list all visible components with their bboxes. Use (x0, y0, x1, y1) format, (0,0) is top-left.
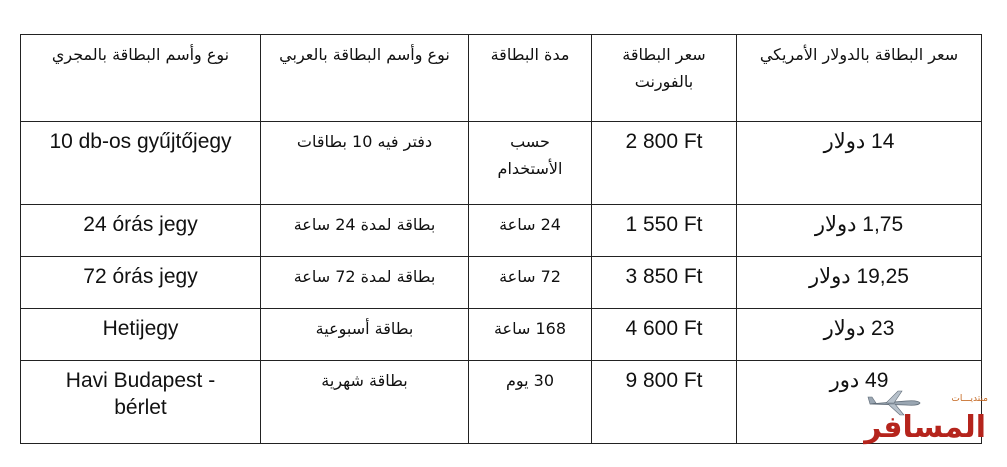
cell-hungarian-name: 24 órás jegy (21, 205, 261, 257)
cell-price-usd: 19,25 دولار (737, 257, 982, 309)
header-price-forint: سعر البطاقة بالفورنت (592, 35, 737, 122)
cell-price-usd: 49 دور (737, 361, 982, 444)
cell-arabic-name: بطاقة لمدة 72 ساعة (261, 257, 469, 309)
cell-hungarian-name: 72 órás jegy (21, 257, 261, 309)
cell-duration: 24 ساعة (469, 205, 592, 257)
logo-wordmark: المسافر (864, 410, 986, 445)
logo-tagline: منتديـــات (951, 394, 988, 404)
cell-hungarian-name: Hetijegy (21, 309, 261, 361)
cell-price-forint: 9 800 Ft (592, 361, 737, 444)
cell-price-forint: 4 600 Ft (592, 309, 737, 361)
table-row (21, 205, 982, 257)
header-price-usd: سعر البطاقة بالدولار الأمريكي (737, 35, 982, 122)
table-row (21, 309, 982, 361)
header-duration: مدة البطاقة (469, 35, 592, 122)
cell-arabic-name: بطاقة لمدة 24 ساعة (261, 205, 469, 257)
cell-arabic-name: بطاقة أسبوعية (261, 309, 469, 361)
table-row (21, 122, 982, 205)
header-arabic-name: نوع وأسم البطاقة بالعربي (261, 35, 469, 122)
cell-duration: 72 ساعة (469, 257, 592, 309)
table-header-row (21, 35, 982, 122)
table-row (21, 361, 982, 444)
cell-price-forint: 3 850 Ft (592, 257, 737, 309)
cell-arabic-name: بطاقة شهرية (261, 361, 469, 444)
cell-price-usd: 23 دولار (737, 309, 982, 361)
cell-price-forint: 2 800 Ft (592, 122, 737, 205)
cell-price-usd: 14 دولار (737, 122, 982, 205)
table-row (21, 257, 982, 309)
header-hungarian-name: نوع وأسم البطاقة بالمجري (21, 35, 261, 122)
cell-hungarian-name: 10 db-os gyűjtőjegy (21, 122, 261, 205)
site-logo (858, 384, 990, 460)
fare-table (20, 34, 982, 444)
cell-duration: 30 يوم (469, 361, 592, 444)
cell-price-forint: 1 550 Ft (592, 205, 737, 257)
cell-price-usd: 1,75 دولار (737, 205, 982, 257)
cell-arabic-name: دفتر فيه 10 بطاقات (261, 122, 469, 205)
cell-duration: 168 ساعة (469, 309, 592, 361)
cell-hungarian-name: Havi Budapest - bérlet (21, 361, 261, 444)
cell-duration: حسب الأستخدام (469, 122, 592, 205)
